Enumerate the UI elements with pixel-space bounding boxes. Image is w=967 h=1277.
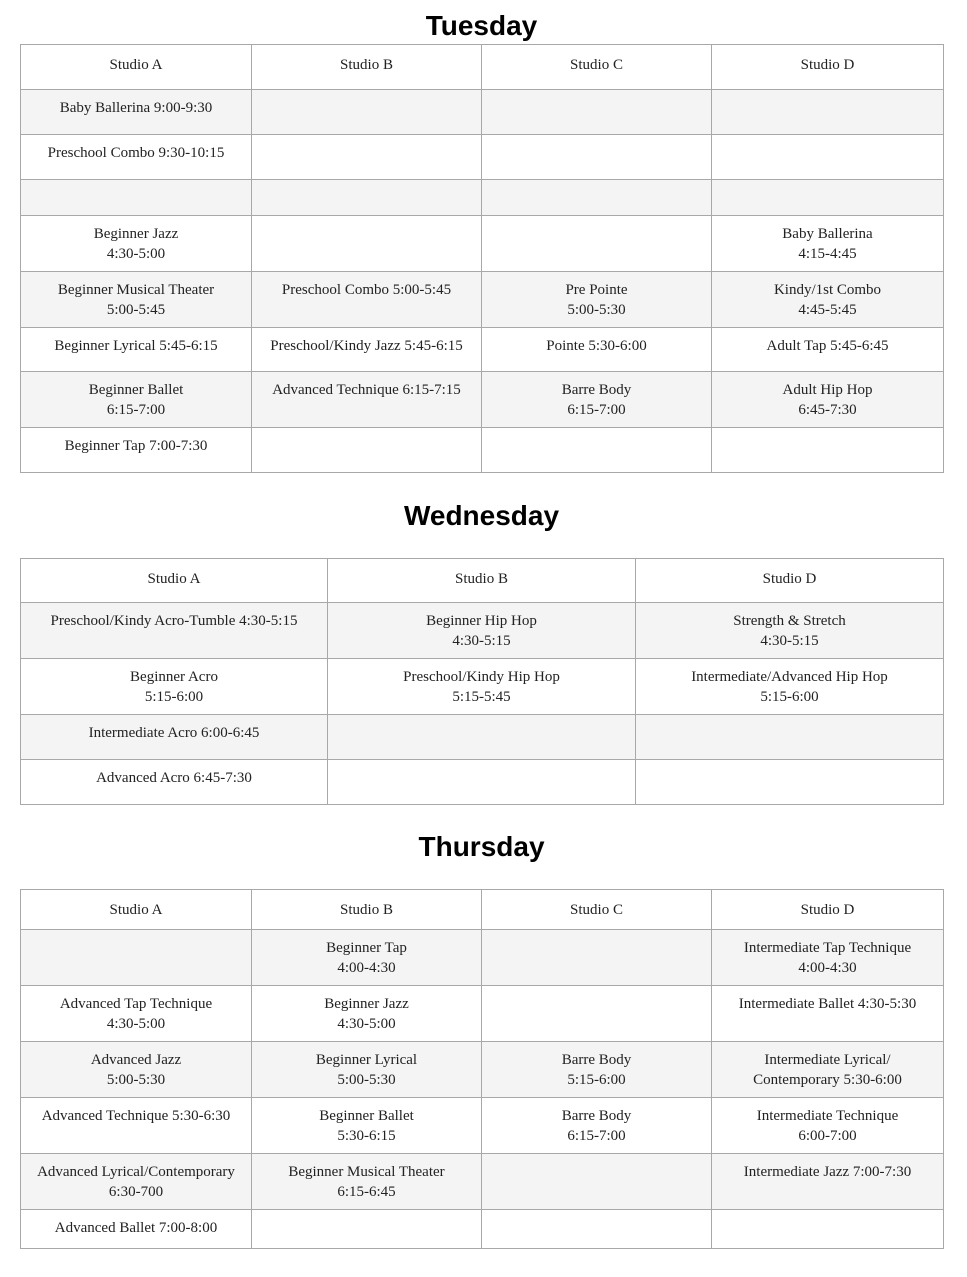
class-cell: Baby Ballerina 4:15-4:45: [712, 216, 944, 272]
tuesday-title: Tuesday: [425, 10, 538, 41]
class-cell: Advanced Lyrical/Contemporary 6:30-700: [21, 1154, 252, 1210]
class-cell: Intermediate Technique 6:00-7:00: [712, 1098, 944, 1154]
class-cell: Intermediate Lyrical/ Contemporary 5:30-6:00: [712, 1042, 944, 1098]
header-studio-a: Studio A: [21, 559, 328, 603]
table-row: [21, 135, 944, 180]
class-cell: Preschool/Kindy Hip Hop 5:15-5:45: [328, 659, 636, 715]
class-cell: Beginner Ballet 6:15-7:00: [21, 372, 252, 428]
table-row: [21, 1154, 944, 1210]
class-cell: [252, 216, 482, 272]
class-cell: Adult Tap 5:45-6:45: [712, 328, 944, 372]
header-studio-d: Studio D: [712, 890, 944, 930]
header-studio-d: Studio D: [636, 559, 944, 603]
class-cell: [482, 428, 712, 473]
class-cell: Advanced Jazz 5:00-5:30: [21, 1042, 252, 1098]
table-row: [21, 372, 944, 428]
class-cell: [482, 135, 712, 180]
header-studio-a: Studio A: [21, 890, 252, 930]
table-row: [21, 216, 944, 272]
class-cell: Preschool/Kindy Jazz 5:45-6:15: [252, 328, 482, 372]
class-cell: Beginner Hip Hop 4:30-5:15: [328, 603, 636, 659]
header-studio-b: Studio B: [328, 559, 636, 603]
class-cell: [712, 90, 944, 135]
class-cell: [712, 1210, 944, 1249]
class-cell: [21, 180, 252, 216]
class-cell: Beginner Ballet 5:30-6:15: [252, 1098, 482, 1154]
table-row: [21, 272, 944, 328]
class-cell: Intermediate Ballet 4:30-5:30: [712, 986, 944, 1042]
class-cell: Beginner Acro 5:15-6:00: [21, 659, 328, 715]
class-cell: Beginner Jazz 4:30-5:00: [252, 986, 482, 1042]
table-row: [21, 180, 944, 216]
class-cell: Baby Ballerina 9:00-9:30: [21, 90, 252, 135]
class-cell: Barre Body 6:15-7:00: [482, 1098, 712, 1154]
header-studio-c: Studio C: [482, 45, 712, 90]
table-row: [21, 986, 944, 1042]
class-cell: Kindy/1st Combo 4:45-5:45: [712, 272, 944, 328]
table-row: [21, 603, 944, 659]
class-cell: Beginner Tap 7:00-7:30: [21, 428, 252, 473]
class-cell: Beginner Musical Theater 5:00-5:45: [21, 272, 252, 328]
table-row: [21, 1042, 944, 1098]
class-cell: [252, 1210, 482, 1249]
class-cell: Barre Body 5:15-6:00: [482, 1042, 712, 1098]
class-cell: [252, 135, 482, 180]
class-cell: [21, 930, 252, 986]
class-cell: [482, 986, 712, 1042]
class-cell: [482, 180, 712, 216]
class-cell: [482, 90, 712, 135]
class-cell: Intermediate/Advanced Hip Hop 5:15-6:00: [636, 659, 944, 715]
class-cell: [712, 135, 944, 180]
class-cell: [712, 428, 944, 473]
wednesday-schedule-table: [20, 558, 944, 805]
tuesday-schedule-table: [20, 44, 944, 473]
table-row: [21, 930, 944, 986]
table-row: [21, 715, 944, 760]
class-cell: [482, 1210, 712, 1249]
class-cell: Beginner Musical Theater 6:15-6:45: [252, 1154, 482, 1210]
class-cell: [636, 760, 944, 805]
class-cell: [482, 1154, 712, 1210]
table-row: [21, 659, 944, 715]
thursday-title: Thursday: [418, 831, 545, 862]
class-cell: [252, 90, 482, 135]
class-cell: Intermediate Tap Technique 4:00-4:30: [712, 930, 944, 986]
class-cell: [328, 760, 636, 805]
class-cell: [636, 715, 944, 760]
class-cell: Intermediate Jazz 7:00-7:30: [712, 1154, 944, 1210]
class-cell: Advanced Ballet 7:00-8:00: [21, 1210, 252, 1249]
thursday-header-row: [21, 890, 944, 930]
table-row: [21, 328, 944, 372]
class-cell: Barre Body 6:15-7:00: [482, 372, 712, 428]
class-cell: Pointe 5:30-6:00: [482, 328, 712, 372]
table-row: [21, 760, 944, 805]
class-cell: Preschool/Kindy Acro-Tumble 4:30-5:15: [21, 603, 328, 659]
table-row: [21, 90, 944, 135]
header-studio-a: Studio A: [21, 45, 252, 90]
class-cell: Pre Pointe 5:00-5:30: [482, 272, 712, 328]
header-studio-b: Studio B: [252, 890, 482, 930]
header-studio-b: Studio B: [252, 45, 482, 90]
header-studio-c: Studio C: [482, 890, 712, 930]
class-cell: Beginner Lyrical 5:45-6:15: [21, 328, 252, 372]
class-cell: Advanced Technique 6:15-7:15: [252, 372, 482, 428]
class-cell: Beginner Jazz 4:30-5:00: [21, 216, 252, 272]
class-cell: [482, 216, 712, 272]
tuesday-header-row: [21, 45, 944, 90]
table-row: [21, 1210, 944, 1249]
class-cell: Beginner Tap 4:00-4:30: [252, 930, 482, 986]
class-cell: Adult Hip Hop 6:45-7:30: [712, 372, 944, 428]
class-cell: Advanced Acro 6:45-7:30: [21, 760, 328, 805]
class-cell: [482, 930, 712, 986]
class-cell: Strength & Stretch 4:30-5:15: [636, 603, 944, 659]
class-cell: Advanced Technique 5:30-6:30: [21, 1098, 252, 1154]
class-cell: Intermediate Acro 6:00-6:45: [21, 715, 328, 760]
thursday-schedule-table: [20, 889, 944, 1249]
class-cell: Advanced Tap Technique 4:30-5:00: [21, 986, 252, 1042]
table-row: [21, 1098, 944, 1154]
class-cell: [252, 428, 482, 473]
class-cell: Preschool Combo 5:00-5:45: [252, 272, 482, 328]
class-cell: Preschool Combo 9:30-10:15: [21, 135, 252, 180]
wednesday-title: Wednesday: [403, 500, 560, 531]
class-cell: [328, 715, 636, 760]
table-row: [21, 428, 944, 473]
class-cell: Beginner Lyrical 5:00-5:30: [252, 1042, 482, 1098]
class-cell: [252, 180, 482, 216]
wednesday-header-row: [21, 559, 944, 603]
header-studio-d: Studio D: [712, 45, 944, 90]
class-cell: [712, 180, 944, 216]
